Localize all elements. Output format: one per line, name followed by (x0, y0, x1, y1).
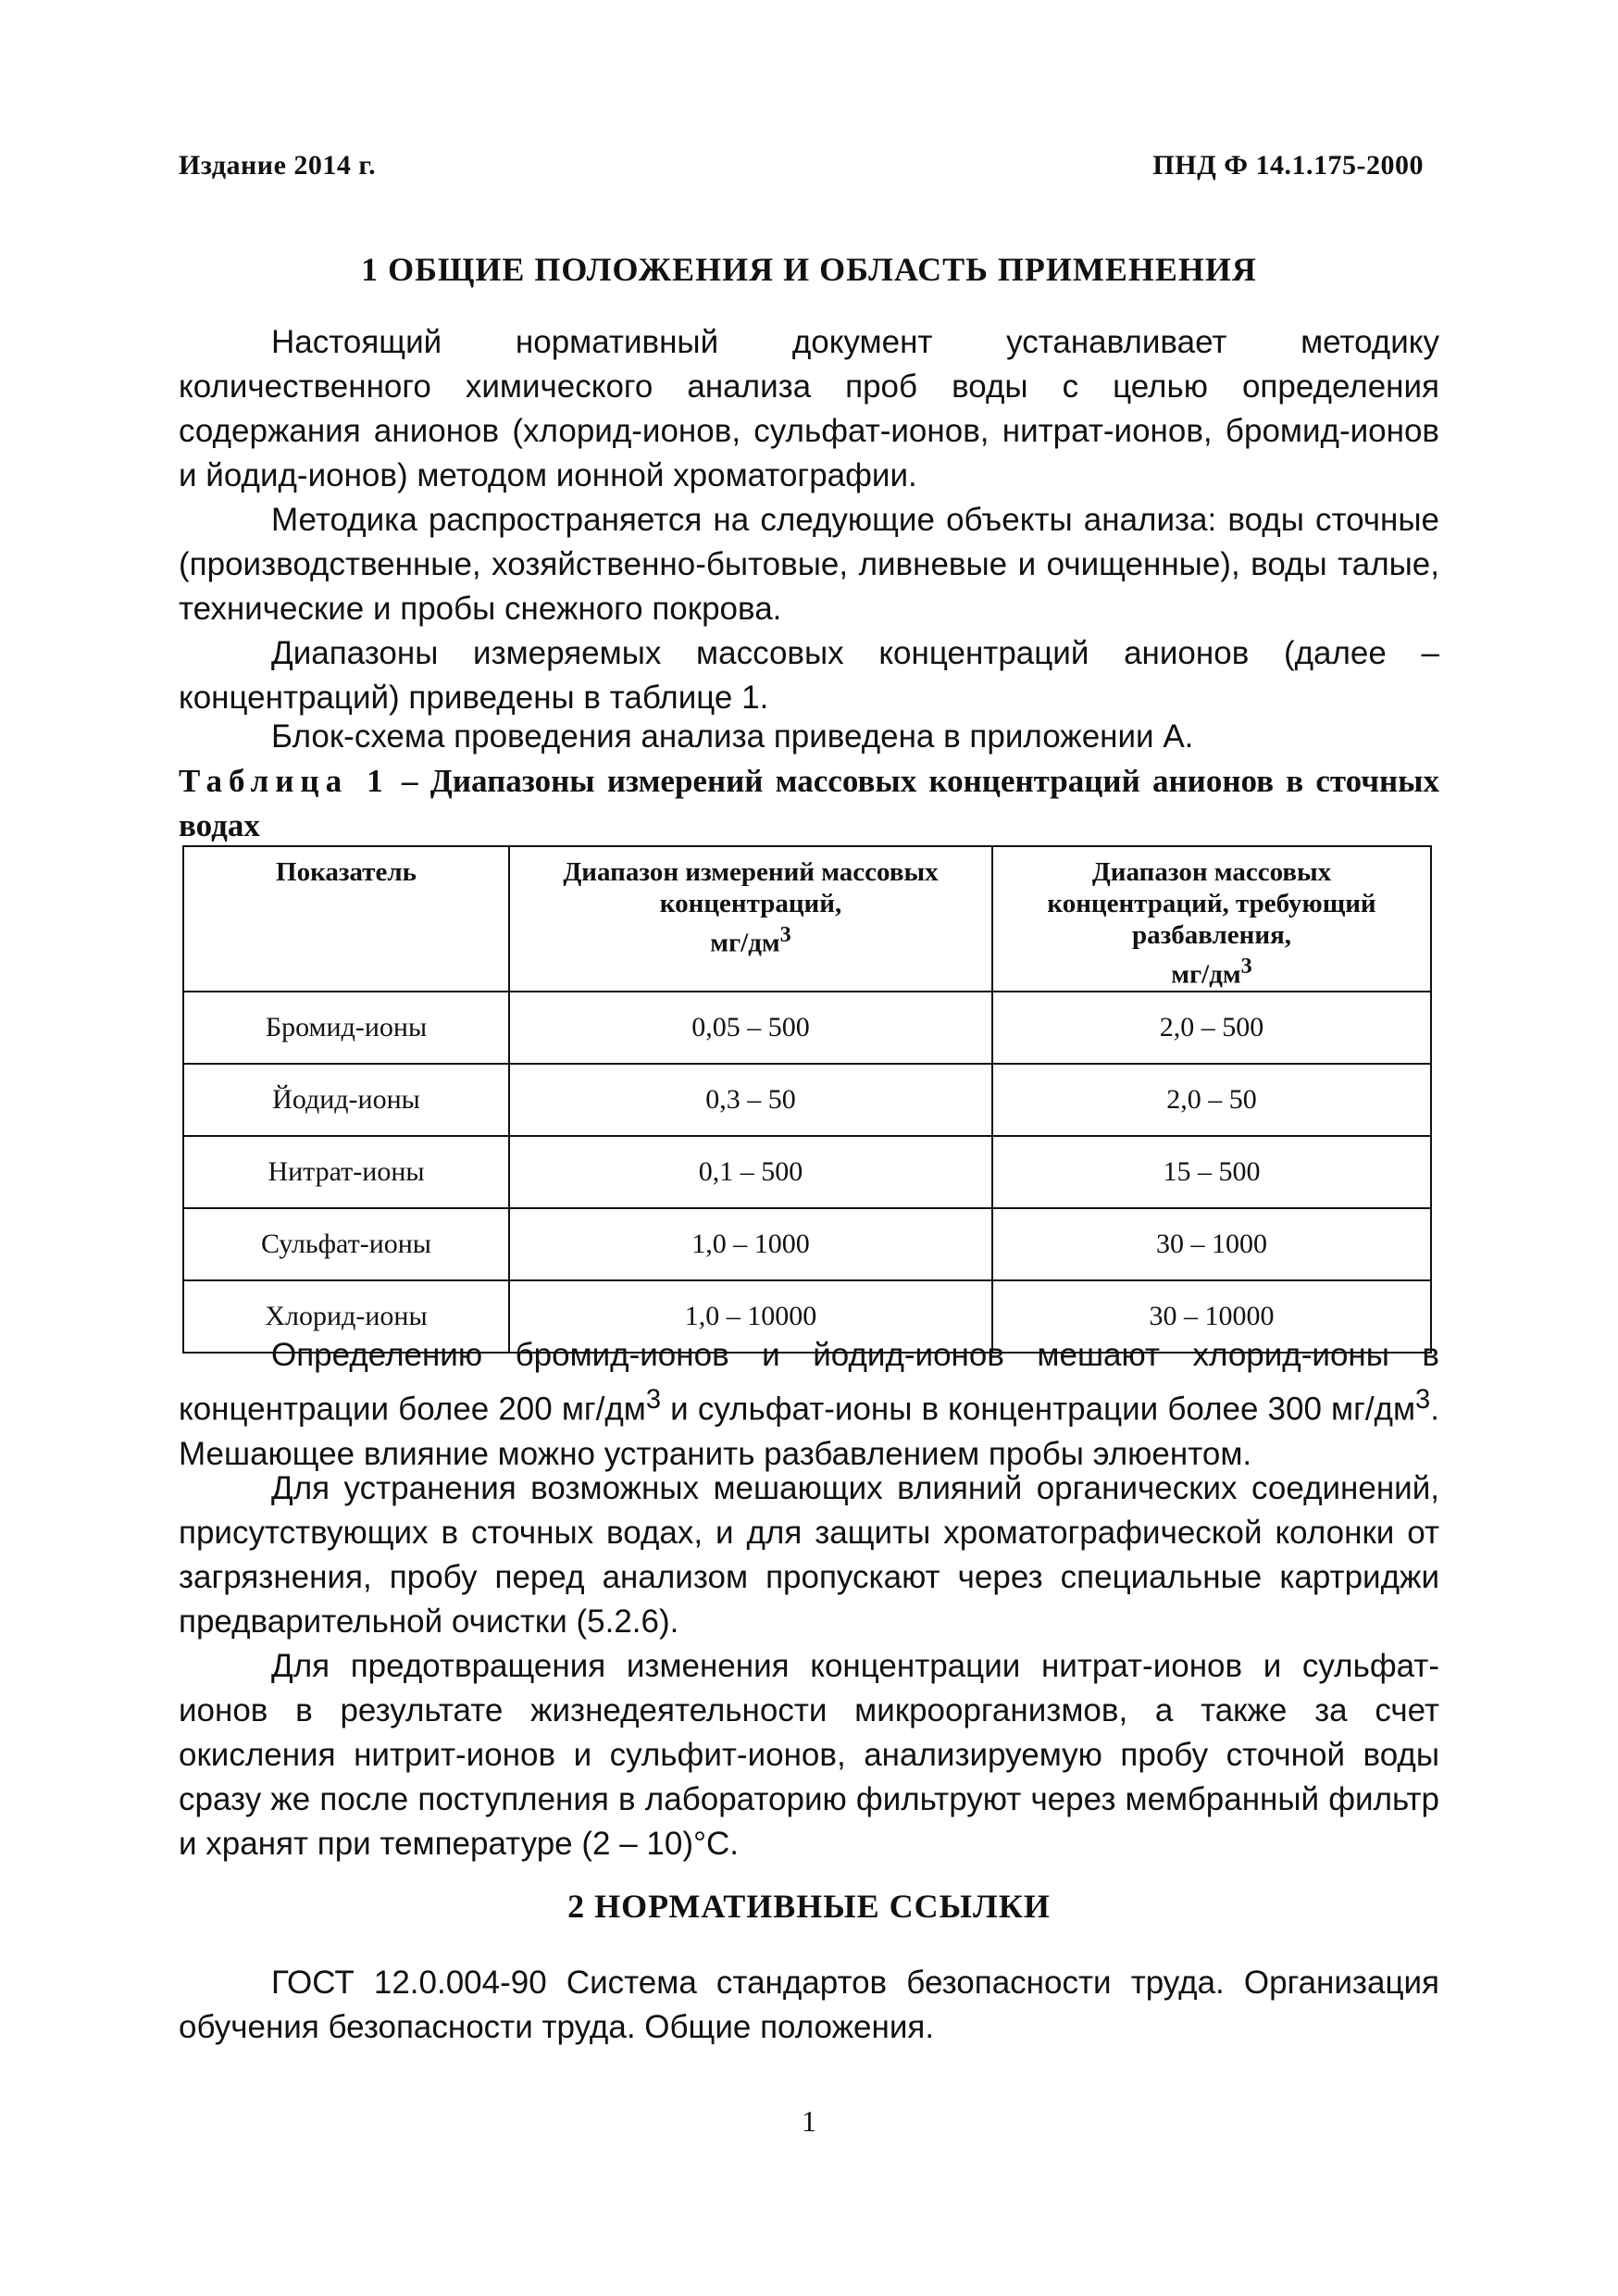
cell-dilution: 30 – 1000 (992, 1208, 1431, 1280)
interference-text-a: Определению бромид-ионов и йодид-ионов мешают хлорид-ионы в концентрации более 200 мг/дм (179, 1337, 1439, 1428)
table-caption (179, 759, 1439, 848)
header-measure-range-text: Диапазон измерений массовых концентраций, (563, 857, 939, 918)
interference-text-b: и сульфат-ионы в концентрации более 300 мг/дм (661, 1391, 1416, 1428)
cell-indicator: Хлорид-ионы (183, 1280, 509, 1353)
page-number: 1 (802, 2104, 816, 2138)
table-row (183, 1208, 1431, 1280)
edition-label: Издание 2014 г. (179, 150, 377, 181)
header-indicator: Показатель (183, 846, 509, 992)
cell-range: 0,1 – 500 (509, 1136, 992, 1208)
table-row (183, 1136, 1431, 1208)
table-caption-number: Таблица 1 (179, 763, 390, 799)
paragraph-objects: Методика распространяется на следующие объекты анализа: воды сточные (производственные, хозяйственно-бытовые, ливневые и очищенные), воды талые, технические и пробы снежного покрова. (179, 502, 1439, 627)
cell-indicator: Сульфат-ионы (183, 1208, 509, 1280)
header-measure-range (509, 846, 992, 992)
cell-indicator: Йодид-ионы (183, 1064, 509, 1136)
header-measure-range-sup: 3 (779, 922, 791, 947)
header-dilution-range-text: Диапазон массовых концентраций, требующий разбавления, (1047, 857, 1376, 950)
unit-superscript: 3 (1415, 1385, 1431, 1415)
cell-range: 0,05 – 500 (509, 992, 992, 1064)
paragraph-storage: Для предотвращения изменения концентрации нитрат-ионов и сульфат-ионов в результате жизнедеятельности микроорганизмов, а также за счет окисления нитрит-ионов и сульфит-ионов, анализируемую пробу сточной воды сразу же после поступления в лабораторию фильтруют через мембранный фильтр и хранят при температуре (2 – 10)°С. (179, 1648, 1439, 1862)
table-caption-text: – Диапазоны измерений массовых концентраций анионов в сточных водах (179, 763, 1439, 843)
cell-indicator: Бромид-ионы (183, 992, 509, 1064)
header-dilution-range-sup: 3 (1240, 954, 1252, 979)
paragraph-ranges: Диапазоны измеряемых массовых концентраций анионов (далее – концентраций) приведены в таблице 1. (179, 635, 1439, 716)
ranges-table (182, 845, 1432, 1354)
cell-dilution: 30 – 10000 (992, 1280, 1431, 1353)
paragraph-flowchart: Блок-схема проведения анализа приведена в приложении А. (271, 718, 1194, 755)
document-code: ПНД Ф 14.1.175-2000 (1152, 150, 1424, 181)
cell-range: 1,0 – 10000 (509, 1280, 992, 1353)
paragraph-interference (179, 1333, 1439, 1477)
section-1-title: 1 ОБЩИЕ ПОЛОЖЕНИЯ И ОБЛАСТЬ ПРИМЕНЕНИЯ (361, 251, 1257, 288)
section-2-title: 2 НОРМАТИВНЫЕ ССЫЛКИ (567, 1888, 1051, 1925)
header-dilution-range (992, 846, 1431, 992)
table-header-row (183, 846, 1431, 992)
cell-dilution: 15 – 500 (992, 1136, 1431, 1208)
unit-superscript: 3 (645, 1385, 662, 1415)
table-row (183, 992, 1431, 1064)
cell-indicator: Нитрат-ионы (183, 1136, 509, 1208)
interference-text-c: . Мешающее влияние можно устранить разбавлением пробы элюентом. (179, 1391, 1439, 1472)
cell-dilution: 2,0 – 500 (992, 992, 1431, 1064)
paragraph-gost-reference: ГОСТ 12.0.004-90 Система стандартов безопасности труда. Организация обучения безопасности труда. Общие положения. (179, 1965, 1439, 2045)
cell-range: 1,0 – 1000 (509, 1208, 992, 1280)
header-measure-range-unit: мг/дм (710, 928, 780, 958)
cell-range: 0,3 – 50 (509, 1064, 992, 1136)
table-row (183, 1064, 1431, 1136)
header-dilution-range-unit: мг/дм (1171, 959, 1241, 990)
paragraph-organic-interference: Для устранения возможных мешающих влияний органических соединений, присутствующих в сточных водах, и для защиты хроматографической колонки от загрязнения, пробу перед анализом пропускают через специальные картриджи предварительной очистки (5.2.6). (179, 1470, 1439, 1640)
cell-dilution: 2,0 – 50 (992, 1064, 1431, 1136)
paragraph-scope: Настоящий нормативный документ устанавливает методику количественного химического анализа проб воды с целью определения содержания анионов (хлорид-ионов, сульфат-ионов, нитрат-ионов, бромид-ионов и йодид-ионов) методом ионной хроматографии. (179, 324, 1439, 493)
